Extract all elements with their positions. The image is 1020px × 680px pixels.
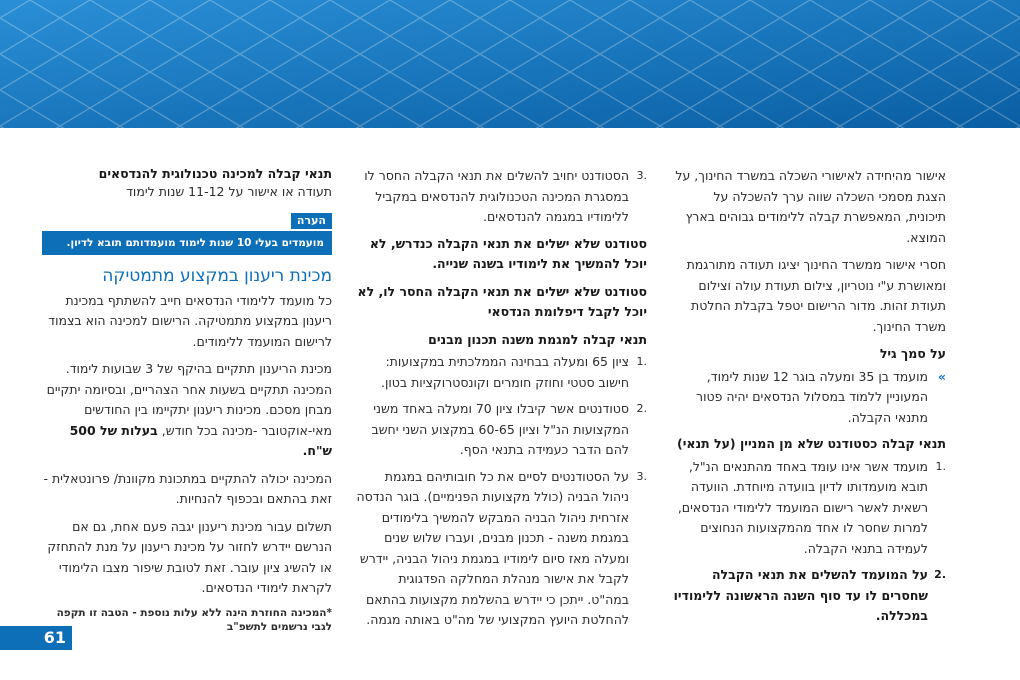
note-text: מועמדים בעלי 10 שנות לימוד מועמדותם תובא לדיון. bbox=[42, 231, 332, 255]
header-banner bbox=[0, 0, 1020, 128]
paragraph: כל מועמד ללימודי הנדסאים חייב להשתתף במכינת ריענון במקצוע מתמטיקה. הרישום למכינה הוא בצמוד לרישום המועמד ללימודים. bbox=[48, 292, 332, 349]
paragraph: סטודנט שלא ישלים את תנאי הקבלה כנדרש, לא יוכל להמשיך את לימודיו בשנה שנייה. bbox=[369, 235, 647, 271]
numbered-list bbox=[670, 457, 946, 627]
list-item: .3 הסטודנט יחויב להשלים את תנאי הקבלה החסר לו במסגרת המכינה הטכנולוגית להנדסאים במקביל ללימודיו במגמה להנדסאים. bbox=[364, 168, 647, 224]
page-number: 61 bbox=[0, 626, 72, 650]
section-heading: על סמך גיל bbox=[879, 346, 946, 361]
column-middle bbox=[355, 166, 647, 637]
section-subheading: תעודה או אישור על 11-12 שנות לימוד bbox=[126, 184, 332, 199]
paragraph: אישור מהיחידה לאישורי השכלה במשרד החינוך, על הצגת מסמכי השכלה שווה ערך להשכלה על תיכונית, המאפשרת קבלה ללימודים גבוהים בארץ המוצא. bbox=[675, 168, 946, 245]
numbered-list bbox=[355, 352, 647, 631]
note-label: הערה bbox=[291, 213, 332, 229]
column-left bbox=[42, 166, 332, 634]
chevron-bullet-icon: » bbox=[937, 368, 946, 384]
section-heading: תנאי קבלה למכינה טכנולוגית להנדסאים bbox=[98, 166, 332, 181]
list-item: » מועמד בן 35 ומעלה בוגר 12 שנות לימוד, המעוניין ללמוד במסלול הנדסאים יהיה פטור מתנאי הקבלה. bbox=[696, 368, 946, 425]
lattice-pattern bbox=[0, 0, 1020, 128]
paragraph: חסרי אישור ממשרד החינוך יציגו תעודה מתורגמת ומאושרת ע"י נוטריון, צילום תעודת עולה וצילום תעודת זהות. מדור הרישום יטפל בקבלת החלטת משרד החינוך. bbox=[686, 257, 946, 334]
note-box bbox=[42, 210, 332, 255]
numbered-list bbox=[355, 166, 647, 228]
paragraph: מכינת הריענון תתקיים בהיקף של 3 שבועות לימוד. המכינה תתקיים בשעות אחר הצהריים, ובסיומה יתקיים מבחן מסכם. מכינות ריענון יתקיימו בין החודשים מאי-אוקטובר -מכינה בכל חודש, בעלות של 500 ש"ח. bbox=[46, 361, 332, 458]
section-heading: תנאי קבלה למגמת משנה תכנון מבנים bbox=[428, 331, 647, 347]
list-item: .1 ציון 65 ומעלה בבחינה הממלכתית במקצועות: חישוב סטטי וחוזק חומרים וקונסטרוקציות בטון. bbox=[381, 354, 647, 390]
paragraph: תשלום עבור מכינת ריענון יגבה פעם אחת, גם אם הנרשם יידרש לחזור על מכינת ריענון על מנת להתחזק או להשיג ציון עובר. זאת לטובת שיפור מצבו הלימודי לקראת לימודי הנדסאים. bbox=[47, 518, 332, 595]
bullet-list bbox=[670, 367, 946, 429]
price-text: בעלות של 500 ש"ח. bbox=[69, 422, 332, 458]
list-item: .3 על הסטודנטים לסיים את כל חובותיהם במגמת ניהול הבניה (כולל מקצועות הפנימיים). בוגר הנדסה אזרחית ניהול הבניה המבקש להמשיך בלימודים במגמת משנה - תכנון מבנים, ועברו שלוש שנים ומעלה מאז סיום לימודיו במגמת ניהול הבניה, יידרש לקבל את אישור מנהלת המחלקה הפדגוגית במה"ט. ייתכן כי יידרש בהשלמת מקצועות בהתאם להחלטת היועץ המקצועי של מה"ט באותה מגמה. bbox=[356, 468, 647, 627]
list-item: .2 סטודנטים אשר קיבלו ציון 70 ומעלה באחד משני המקצועות הנ"ל וציון 60-65 במקצוע השני יחשב להם הדבר כעמידה בתנאי הסף. bbox=[371, 401, 647, 457]
list-item: .1 מועמד אשר אינו עומד באחד מהתנאים הנ"ל, תובא מועמדותו לדיון בוועדה מיוחדת. הוועדה רשאית לאשר רישום המועמד ללימודי הנדסאים, למרות שחסר לו אחד מהמקצועות הנחוצים לעמידה בתנאי הקבלה. bbox=[677, 458, 946, 556]
column-right bbox=[670, 166, 946, 633]
section-heading: תנאי קבלה כסטודנט שלא מן המניין (על תנאי) bbox=[676, 436, 946, 451]
paragraph: המכינה יכולה להתקיים במתכונת מקוונת/ פרונטאלית - זאת בהתאם ובכפוף להנחיות. bbox=[43, 470, 332, 506]
list-item: .2 על המועמד להשלים את תנאי הקבלה שחסרים לו עד סוף השנה הראשונה ללימודיו במכללה. bbox=[673, 567, 946, 623]
footnote: *המכינה החוזרת הינה ללא עלות נוספת - הטבה זו תקפה לגבי נרשמים לתשפ"ב bbox=[56, 606, 332, 633]
paragraph: סטודנט שלא ישלים את תנאי הקבלה החסר לו, לא יוכל לקבל דיפלומת הנדסאי bbox=[357, 283, 647, 319]
section-title: מכינת ריענון במקצוע מתמטיקה bbox=[102, 265, 332, 286]
